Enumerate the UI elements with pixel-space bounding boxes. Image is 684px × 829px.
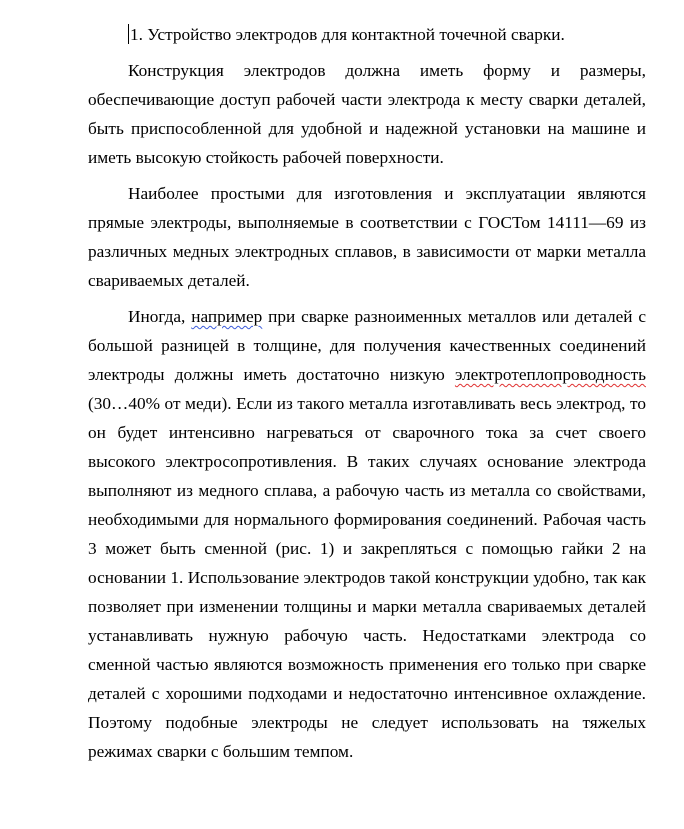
paragraph-1: Конструкция электродов должна иметь форму и размеры, обеспечивающие доступ рабочей части электрода к месту сварки деталей, быть приспособленной для удобной и надежной установки на машине и иметь высокую стойкость рабочей поверхности. — [88, 61, 646, 167]
spelling-flagged-word[interactable]: электротеплопроводность — [454, 365, 646, 384]
text-cursor — [128, 24, 129, 44]
document-body[interactable] — [88, 20, 646, 766]
grammar-flagged-word[interactable]: например — [191, 307, 263, 326]
paragraph-3-text-b: при сварке разноименных металлов или деталей с большой разницей в толщине, для получения качественных соединений электроды должны иметь достаточно низкую — [88, 307, 646, 384]
spacer — [88, 49, 646, 56]
spacer — [88, 172, 646, 179]
paragraph-3 — [88, 302, 646, 766]
spacer — [88, 295, 646, 302]
paragraph-2: Наиболее простыми для изготовления и эксплуатации являются прямые электроды, выполняемые в соответствии с ГОСТом 14111—69 из различных медных электродных сплавов, в зависимости от марки металла свариваемых деталей. — [88, 184, 646, 290]
paragraph-3-text-c: (30…40% от меди). Если из такого металла изготавливать весь электрод, то он будет интенсивно нагреваться от сварочного тока за счет своего высокого электросопротивления. В таких случаях основание электрода выполняют из медного сплава, а рабочую часть из металла со свойствами, необходимыми для нормального формирования соединений. Рабочая часть 3 может быть сменной (рис. 1) и закрепляться с помощью гайки 2 на основании 1. Использование электродов такой конструкции удобно, так как позволяет при изменении толщины и марки металла свариваемых деталей устанавливать нужную рабочую часть. Недостатками электрода со сменной частью являются возможность применения его только при сварке деталей с хорошими подходами и недостаточно интенсивное охлаждение. Поэтому подобные электроды не следует использовать на тяжелых режимах сварки с большим темпом. — [88, 394, 646, 761]
paragraph-3-text-a: Иногда, — [128, 307, 192, 326]
section-heading — [88, 20, 646, 49]
section-heading-text: 1. Устройство электродов для контактной точечной сварки. — [130, 25, 565, 44]
